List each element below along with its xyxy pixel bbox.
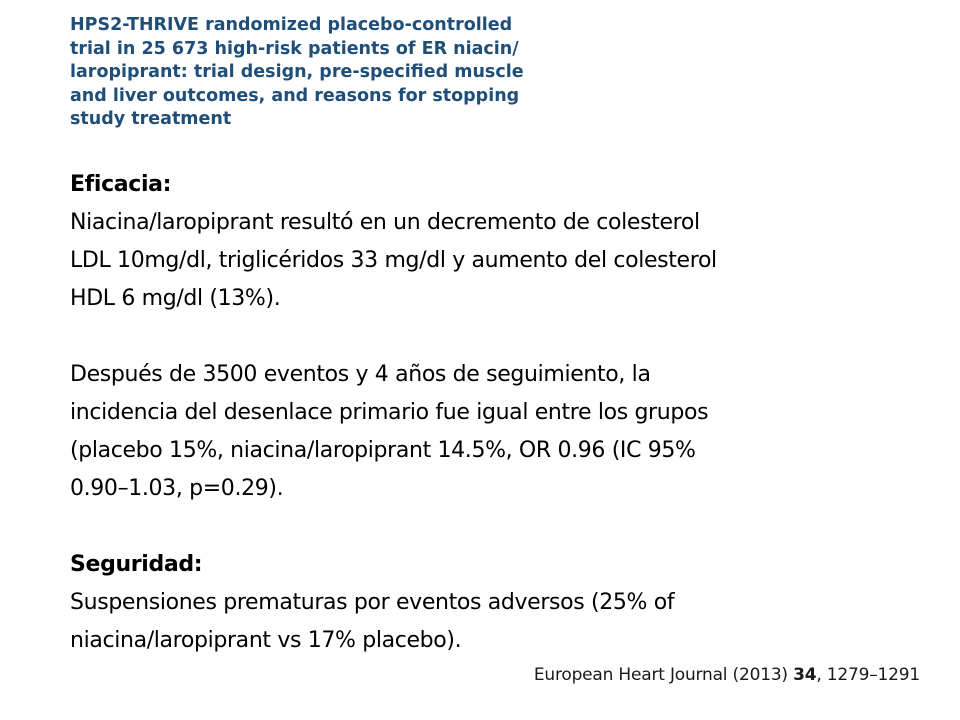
citation-volume: 34 [793, 665, 817, 685]
paragraph-spacer [70, 318, 930, 356]
efficacy-text-line: Niacina/laropiprant resultó en un decremento de colesterol [70, 210, 700, 235]
paper-title-line: laropiprant: trial design, pre-specified muscle [70, 62, 524, 83]
paper-title-line: and liver outcomes, and reasons for stopping [70, 85, 520, 106]
efficacy-heading: Eficacia: [70, 172, 172, 197]
outcome-text-line: (placebo 15%, niacina/laropiprant 14.5%, OR 0.96 (IC 95% [70, 438, 696, 463]
journal-citation [534, 663, 920, 687]
slide-body [70, 166, 930, 660]
efficacy-text-line: LDL 10mg/dl, triglicéridos 33 mg/dl y aumento del colesterol [70, 248, 717, 273]
outcome-text-line: incidencia del desenlace primario fue igual entre los grupos [70, 400, 709, 425]
paper-title-line: HPS2-THRIVE randomized placebo-controlled [70, 15, 513, 35]
outcome-text-line: 0.90–1.03, p=0.29). [70, 476, 284, 501]
safety-text-line: Suspensiones prematuras por eventos adversos (25% of [70, 590, 675, 615]
paper-title [70, 14, 540, 132]
safety-heading: Seguridad: [70, 552, 203, 577]
citation-journal-year: European Heart Journal (2013) [533, 665, 788, 685]
paper-title-line: study treatment [70, 109, 232, 130]
citation-pages: , 1279–1291 [816, 665, 920, 685]
outcome-text-line: Después de 3500 eventos y 4 años de seguimiento, la [70, 362, 651, 387]
paper-title-line: trial in 25 673 high-risk patients of ER niacin/ [70, 38, 519, 59]
safety-text-line: niacina/laropiprant vs 17% placebo). [70, 628, 462, 653]
paragraph-spacer [70, 508, 930, 546]
efficacy-text-line: HDL 6 mg/dl (13%). [70, 286, 281, 311]
